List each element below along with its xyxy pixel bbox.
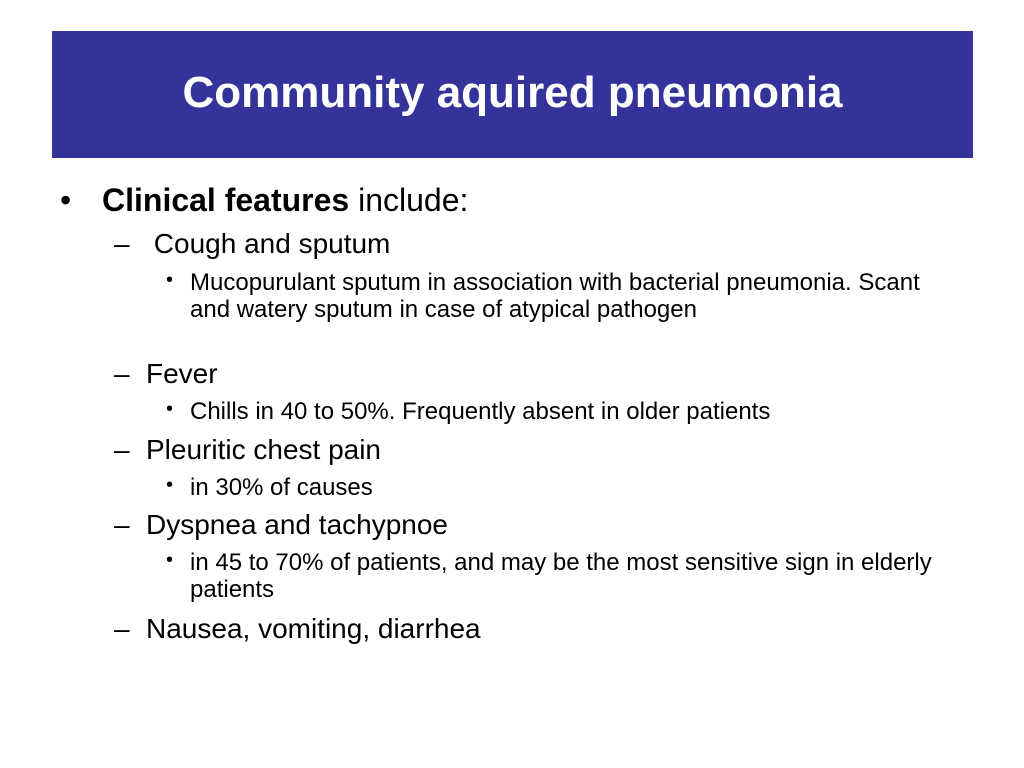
dash-marker: – — [114, 613, 130, 644]
list-item-label: Dyspnea and tachypnoe — [146, 509, 448, 540]
dash-marker: – — [114, 358, 130, 389]
dash-marker: – — [114, 434, 130, 465]
sub-item-text: Mucopurulant sputum in association with bacterial pneumonia. Scant and watery sputum in case of atypical pathogen — [190, 269, 920, 323]
dash-marker: – — [114, 228, 130, 259]
list-item-label: Pleuritic chest pain — [146, 434, 382, 465]
list-item-label: Fever — [146, 358, 218, 389]
sub-item-text: in 45 to 70% of patients, and may be the most sensitive sign in elderly patients — [190, 549, 932, 603]
bullet-marker: • — [166, 549, 174, 571]
bullet-marker: • — [166, 398, 174, 420]
heading-bold: Clinical features — [102, 182, 350, 218]
bullet-marker: • — [60, 182, 72, 218]
heading-text — [102, 182, 468, 219]
sub-item-text: in 30% of causes — [190, 474, 373, 501]
bullet-marker: • — [166, 269, 174, 291]
sub-item-text: Chills in 40 to 50%. Frequently absent in older patients — [190, 398, 771, 425]
bullet-marker: • — [166, 474, 174, 496]
list-item-label: Cough and sputum — [146, 228, 391, 259]
list-item-label: Nausea, vomiting, diarrhea — [146, 613, 481, 644]
heading-rest: include: — [349, 182, 469, 218]
slide-title: Community aquired pneumonia — [182, 67, 843, 117]
dash-marker: – — [114, 509, 130, 540]
